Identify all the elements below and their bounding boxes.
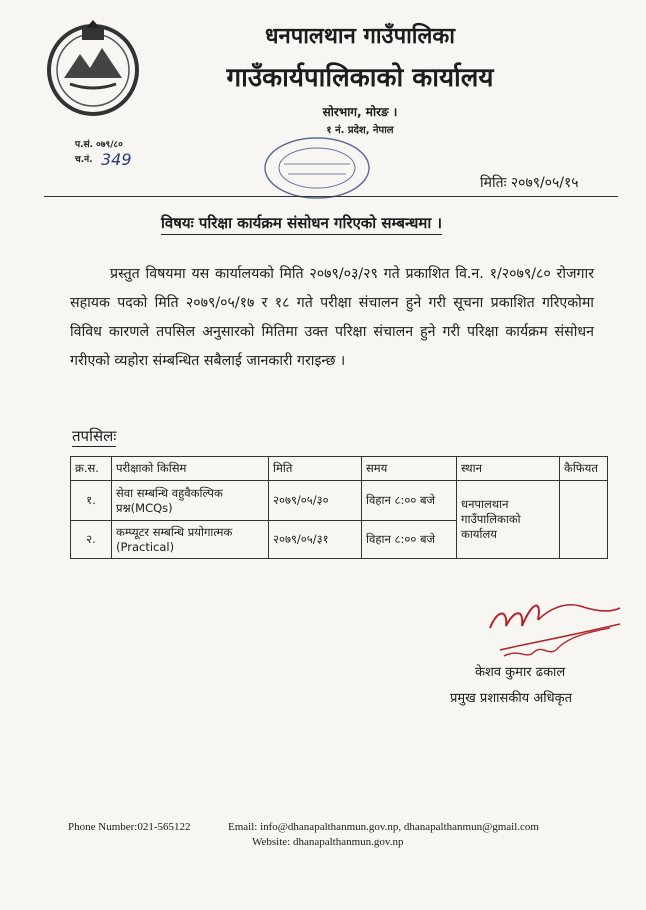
office-province: १ नं. प्रदेश, नेपाल xyxy=(326,125,394,136)
table-header-row xyxy=(71,457,608,481)
office-address: सोरभाग, मोरङ । xyxy=(322,105,398,119)
column-header: परीक्षाको किसिम xyxy=(112,457,269,481)
exam-type-cell: सेवा सम्बन्धि वहुवैकल्पिक प्रश्न(MCQs) xyxy=(112,481,269,521)
remarks-cell xyxy=(560,481,608,559)
serial-cell: १. xyxy=(71,481,112,521)
footer-email: Email: info@dhanapalthanmun.gov.np, dhanapalthanmun@gmail.com xyxy=(228,821,539,833)
patra-sankhya: प.सं. ०७९/८० xyxy=(75,140,123,150)
footer-phone: Phone Number:021-565122 xyxy=(68,821,191,833)
body-paragraph: प्रस्तुत विषयमा यस कार्यालयको मिति २०७९/०३/२९ गते प्रकाशित वि.न. १/२०७९/८० रोजगार सहायक पदको मिति २०७९/०५/१७ र १८ गते परीक्षा संचालन हुने गरी सूचना प्रकाशित गरिएकोमा विविध कारणले तपसिल अनुसारको मितिमा उक्त परिक्षा संचालन हुने गरी परिक्षा कार्यक्रम संसोधन गरीएको व्यहोरा संम्बन्धित सबैलाई जानकारी गराइन्छ । xyxy=(70,266,594,369)
column-header: समय xyxy=(362,457,457,481)
header-divider xyxy=(44,196,618,197)
letter-date: मितिः २०७९/०५/१५ xyxy=(480,175,579,191)
exam-time-cell: विहान ८:०० बजे xyxy=(362,481,457,521)
exam-type-cell: कम्प्यूटर सम्बन्धि प्रयोगात्मक (Practical) xyxy=(112,521,269,559)
exam-schedule-table xyxy=(70,456,608,559)
chalani-label: च.नं. xyxy=(75,155,93,165)
signatory-name: केशव कुमार ढकाल xyxy=(475,665,566,680)
signatory-title: प्रमुख प्रशासकीय अधिकृत xyxy=(450,691,573,706)
footer-website: Website: dhanapalthanmun.gov.np xyxy=(252,836,404,848)
subject-line: विषयः परिक्षा कार्यक्रम संसोधन गरिएको सम्बन्धमा । xyxy=(161,213,442,235)
venue-cell: धनपालथान गाउँपालिकाको कार्यालय xyxy=(457,481,560,559)
column-header: मिति xyxy=(269,457,362,481)
office-name: गाउँकार्यपालिकाको कार्यालय xyxy=(226,63,494,93)
exam-date-cell: २०७९/०५/३१ xyxy=(269,521,362,559)
column-header: कैफियत xyxy=(560,457,608,481)
exam-time-cell: विहान ८:०० बजे xyxy=(362,521,457,559)
chalani-number: 349 xyxy=(101,150,132,169)
column-header: स्थान xyxy=(457,457,560,481)
exam-date-cell: २०७९/०५/३० xyxy=(269,481,362,521)
office-stamp-icon xyxy=(262,134,372,202)
column-header: क्र.स. xyxy=(71,457,112,481)
serial-cell: २. xyxy=(71,521,112,559)
table-row xyxy=(71,481,608,521)
tapasil-heading: तपसिलः xyxy=(72,427,117,445)
municipality-emblem-icon xyxy=(42,18,144,118)
municipality-name: धनपालथान गाउँपालिका xyxy=(264,24,456,49)
